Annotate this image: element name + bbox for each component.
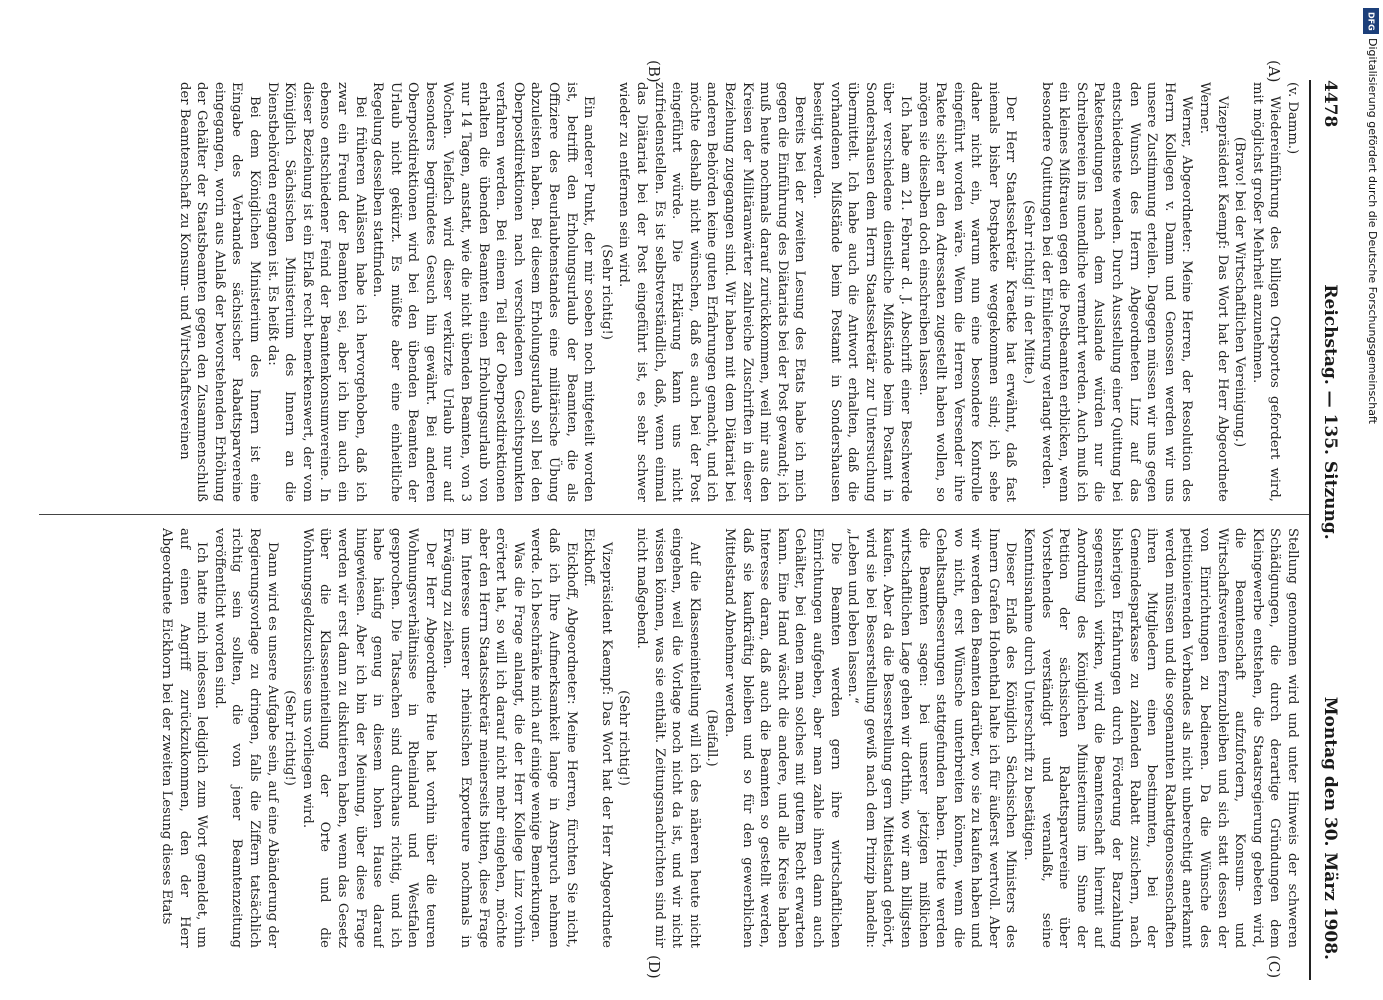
running-title: Reichstag. — 135. Sitzung. bbox=[1320, 284, 1340, 540]
page-header bbox=[1315, 80, 1345, 960]
margin-marker-a: (A) bbox=[1265, 60, 1283, 83]
digitization-credit: Digitalisierung gefördert durch die Deutsche Forschungsgemeinschaft bbox=[1366, 38, 1379, 424]
paragraph: Der Herr Staatssekretär Kraetke hat erwähnt, daß fast niemals bisher Postpakete weggekommen sind; ich sehe daher nicht ein, warum nun eine besondere Kontrolle eingeführt worden wäre. Wenn die Herren Versender ihre Pakete sicher an den Adressaten zugestellt haben wollen, so mögen sie dieselben doch einschreiben lassen. bbox=[915, 82, 1019, 502]
right-column bbox=[31, 528, 1301, 948]
paragraph: Dann wird es unsere Aufgabe sein, auf eine Abänderung der Regierungsvorlage zu dringen, falls die Ziffern tatsächlich richtig sein sollten, die von jener Beamtenzeitung veröffentlicht worden sind. bbox=[211, 528, 280, 948]
digitization-stamp bbox=[1363, 8, 1379, 988]
paragraph: Eickhoff, Abgeordneter: Meine Herren, fürchten Sie nicht, daß ich Ihre Aufmerksamkeit lange in Anspruch nehmen werde. Ich beschränke mich auf einige wenige Bemerkungen. bbox=[528, 528, 579, 948]
margin-marker-d: (D) bbox=[645, 955, 663, 979]
interjection: (Bravo! bei der Wirtschaftlichen Vereinigung.) bbox=[1232, 136, 1248, 448]
speaker-continuation: (v. Damm.) bbox=[1285, 82, 1300, 155]
paragraph: Bereits bei der zweiten Lesung des Etats habe ich mich gegen die Einführung des Diätariats bei der Post gewandt; ich muß heute nochmals darauf zurückkommen, weil mir aus den Kreisen der Militäranwärter zahlreiche Zuschriften in dieser Beziehung zugegangen sind. Wir haben mit dem Diätariat bei anderen Behörden keine guten Erfahrungen gemacht, und ich möchte deshalb nicht wünschen, daß es auch bei der Post eingeführt würde. Die Erklärung kann uns nicht zufriedenstellen. Es ist selbstverständlich, daß, wenn einmal das Diätariat bei der Post eingeführt ist, es sehr schwer wieder zu entfernen sein wird. bbox=[616, 82, 808, 502]
page-number: 4478 bbox=[1320, 80, 1340, 128]
paragraph: Ich habe am 21. Februar d. J. Abschrift einer Beschwerde über verschiedene dienstliche Mißstände beim Postamt in Sondershausen dem Herrn Staatssekretär zur Untersuchung übermittelt. Ich habe auch die Antwort erhalten, daß die vorhandenen Mißstände beim Postamt in Sondershausen beseitigt werden. bbox=[809, 82, 913, 502]
paragraph: Vizepräsident Kaempf: Das Wort hat der Herr Abgeordnete Eickhoff. bbox=[581, 528, 614, 948]
interjection: (Sehr richtig!) bbox=[598, 244, 614, 340]
paragraph: Was die Frage anlangt, die der Herr Kollege Linz vorhin erörtert hat, so will ich darauf nicht mehr eingehen, möchte aber den Herrn Staatssekretär meinerseits bitten, diese Frage im Interesse unserer rheinischen Exporteure nochmals in Erwägung zu ziehen. bbox=[440, 528, 526, 948]
paragraph: Ein anderer Punkt, der mir soeben noch mitgeteilt worden ist, betrifft den Erholungsurlaub der Beamten, die als Offiziere des Beurlaubtenstandes eine militärische Übung abzuleisten haben. Bei diesem Erholungsurlaub soll bei den Oberpostdirektionen nach verschiedenen Gesichtspunkten verfahren werden. Bei einem Teil der Oberpostdirektionen erhalten die übenden Beamten einen Erholungsurlaub von nur 14 Tagen, anstatt, wie die nicht übenden Beamten, von 3 Wochen. Vielfach wird dieser verkürzte Urlaub nur auf besonders begründetes Gesuch hin gewährt. Bei anderen Oberpostdirektionen wird bei den übenden Beamten der Urlaub nicht gekürzt. Es müßte aber eine einheitliche Regelung desselben stattfinden. bbox=[370, 82, 597, 502]
column-divider bbox=[39, 514, 1309, 515]
paragraph: Die Beamten werden gern ihre wirtschaftlichen Einrichtungen aufgeben, aber man zahle ihnen dann auch Gehälter, bei denen man solches mit gutem Recht erwarten kann. Eine Hand wäscht die andere, und alle Kreise haben Interesse daran, daß auch die Beamten so gestellt werden, daß sie kaufkräftig bleiben und so für den gewerblichen Mittelstand Abnehmer werden. bbox=[722, 528, 843, 948]
header-rule bbox=[1309, 80, 1311, 980]
left-column bbox=[31, 82, 1301, 502]
interjection: (Sehr richtig!) bbox=[282, 690, 298, 786]
margin-marker-c: (C) bbox=[1265, 955, 1283, 979]
paragraph: Ich hatte mich indessen lediglich zum Wort gemeldet, um auf einen Angriff zurückzukommen, den der Herr Abgeordnete Eickhorn bei der zweiten Lesung dieses Etats bbox=[159, 528, 210, 948]
paragraph: Auf die Klasseneinteilung will ich des näheren heute nicht eingehen, weil die Vorlage noch nicht da ist, und wir nicht wissen können, was sie enthält. Zeitungsnachrichten sind mir nicht maßgebend. bbox=[634, 528, 702, 948]
paragraph: Der Herr Abgeordnete Hue hat vorhin über die teuren Wohnungsverhältnisse in Rheinland und Westfalen gesprochen. Die Tatsachen sind durchaus richtig, und ich habe häufig genug in diesem hohen Hause darauf hingewiesen. Aber ich bin der Meinung, über diese Frage werden wir erst dann zu diskutieren haben, wenn das Gesetz über die Klasseneinteilung der Orte und die Wohnungsgeldzuschüsse uns vorliegen wird. bbox=[299, 528, 438, 948]
interjection: (Beifall.) bbox=[704, 709, 720, 767]
interjection: (Sehr richtig! in der Mitte.) bbox=[1021, 200, 1037, 384]
quoted-paragraph: Bei dem Königlichen Ministerium des Innern ist eine Eingabe des Verbandes sächsischer Rabattsparvereine eingegangen, worin aus Anlaß der bevorstehenden Erhöhung der Gehälter der Staatsbeamten gegen den Zusammenschluß der Beamtenschaft zu Konsum- und Wirtschaftsvereinen bbox=[176, 82, 262, 502]
page-date: Montag den 30. März 1908. bbox=[1320, 696, 1340, 960]
interjection: (Sehr richtig!) bbox=[616, 690, 632, 786]
paragraph: Vizepräsident Kaempf: Das Wort hat der Herr Abgeordnete Werner. bbox=[1197, 82, 1230, 502]
margin-marker-b: (B) bbox=[645, 60, 663, 83]
paragraph: Wiedereinführung des billigen Ortsportos gefordert wird, mit möglichst großer Mehrheit anzunehmen. bbox=[1249, 82, 1283, 502]
paragraph: Bei früheren Anlässen habe ich hervorgehoben, daß ich zwar ein Freund der Beamten sei, aber ich bin auch ein ebenso entschiedener Feind der Beamtenkonsumvereine. In dieser Beziehung ist ein Erlaß recht bemerkenswert, der vom Königlich Sächsischen Ministerium des Innern an die Dienstbehörden ergangen ist. Es heißt da: bbox=[264, 82, 368, 502]
dfg-logo: DFG bbox=[1363, 8, 1379, 34]
paragraph: Dieser Erlaß des Königlich Sächsischen Ministers des Innern Grafen Hohenthal halte ich für äußerst wertvoll. Aber wir werden den Beamten darüber, wo sie zu kaufen haben und wo nicht, erst Wünsche unterbreiten können, wenn die Gehaltsaufbesserungen stattgefunden haben. Heute werden die Beamten sagen: bei unserer jetzigen mißlichen wirtschaftlichen Lage gehen wir dorthin, wo wir am billigsten kaufen. Aber da die Besserstellung gern Mittelstand gehört, wird sie bei Besserstellung gewiß nach dem Prinzip handeln: „Leben und leben lassen.“ bbox=[845, 528, 1019, 948]
quoted-paragraph: Stellung genommen wird und unter Hinweis der schweren Schädigungen, die durch derartige Gründungen dem Kleingewerbe entstehen, die Staatsregierung gebeten wird, die Beamtenschaft aufzufordern, Konsum- und Wirtschaftsvereinen fernzubleiben und sich statt dessen der von Einrichtungen zu bedienen. Da die Wünsche des petitionierenden Verbandes als nicht unberechtigt anerkannt werden müssen und die sogenannten Rabattgenossenschaften ihren Mitgliedern einen bestimmten, bei der Gemeindesparkasse zu zahlenden Rabatt zusichern, nach bisherigen Erfahrungen durch Förderung der Barzahlung segensreich wirken, wird die Beamtenschaft hiermit auf Anordnung des Königlichen Ministeriums im Sinne der Petition der sächsischen Rabattsparvereine über Vorstehendes verständigt und veranlaßt, seine Kenntnisnahme durch Unterschrift zu bestätigen. bbox=[1021, 528, 1300, 948]
paragraph: Werner, Abgeordneter: Meine Herren, der Resolution des Herrn Kollegen v. Damm und Genossen werden wir uns unsere Zustimmung erteilen. Dagegen müssen wir uns gegen den Wunsch des Herrn Abgeordneten Linz auf das entschiedenste wenden. Durch Ausstellung einer Quittung bei Paketsendungen nach dem Auslande würden nur die Schreibereien ins unendliche vermehrt werden. Auch muß ich ein kleines Mißtrauen gegen die Postbeamten erblicken, wenn besondere Quittungen bei der Einlieferung verlangt werden. bbox=[1038, 82, 1195, 502]
